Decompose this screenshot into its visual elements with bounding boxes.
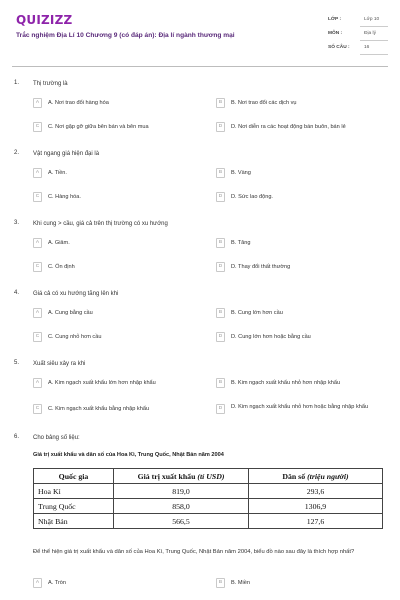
option-letter-box: A — [33, 578, 42, 588]
option-letter-box: C — [33, 332, 42, 342]
option-text: C. Hàng hóa. — [48, 194, 81, 200]
option-text: D. Thay đổi thất thường — [231, 264, 291, 270]
question-text: Cho bảng số liệu: — [33, 435, 80, 441]
table-cell: 819,0 — [114, 484, 249, 499]
question-text: Khi cung > cầu, giá cả trên thị trường có xu hướng — [33, 221, 168, 227]
option-text: C. Cung nhỏ hơn cầu — [48, 334, 102, 340]
question-text: Vật ngang giá hiện đại là — [33, 151, 100, 157]
option-text: B. Tăng — [231, 240, 251, 246]
option-text: C. Ổn định — [48, 264, 75, 270]
option-letter-box: A — [33, 98, 42, 108]
option-text: B. Kim ngạch xuất khẩu nhỏ hơn nhập khẩu — [231, 380, 341, 386]
option-letter-box: D — [216, 122, 225, 132]
table-header — [114, 469, 249, 484]
option-text: B. Vàng — [231, 170, 251, 176]
question-text: Thị trường là — [33, 81, 68, 87]
option-text: C. Kim ngạch xuất khẩu bằng nhập khẩu — [48, 406, 150, 412]
option-letter-box: D — [216, 332, 225, 342]
option-text: A. Tròn — [48, 580, 67, 586]
question-text: Xuất siêu xảy ra khi — [33, 361, 86, 367]
question-number: 3. — [14, 220, 20, 226]
option-letter-box: B — [216, 238, 225, 248]
question-number: 4. — [14, 290, 20, 296]
table-header: Quốc gia — [34, 469, 114, 484]
option-text: A. Giảm. — [48, 240, 70, 246]
question-number: 1. — [14, 80, 20, 86]
meta-panel — [328, 14, 388, 56]
header-unit: (tỉ USD) — [197, 471, 225, 481]
question-number: 2. — [14, 150, 20, 156]
meta-value: Lớp 10 — [364, 17, 380, 22]
meta-value: Địa lý — [364, 31, 376, 36]
meta-underline — [360, 26, 388, 27]
table-row — [34, 484, 383, 499]
table-cell: 858,0 — [114, 499, 249, 514]
question-number: 5. — [14, 360, 20, 366]
option-letter-box: B — [216, 98, 225, 108]
option-text: D. Sức lao động. — [231, 194, 273, 200]
meta-label: MÔN : — [328, 31, 343, 36]
option-text: D. Kim ngạch xuất khẩu nhỏ hơn hoặc bằng nhập khẩu — [231, 404, 369, 410]
option-letter-box: D — [216, 404, 225, 414]
table-cell: Nhật Bản — [34, 514, 114, 529]
data-table — [33, 468, 383, 529]
header-label: Giá trị xuất khẩu — [137, 471, 196, 481]
option-letter-box: B — [216, 308, 225, 318]
meta-row-subject — [328, 28, 388, 42]
table-cell: 127,6 — [249, 514, 383, 529]
meta-label: LỚP : — [328, 17, 342, 22]
option-letter-box: A — [33, 238, 42, 248]
meta-row-count — [328, 42, 388, 56]
table-cell: 566,5 — [114, 514, 249, 529]
option-letter-box: D — [216, 192, 225, 202]
header-unit: (triệu người) — [307, 471, 349, 481]
quizizz-logo: QUIZIZZ — [16, 13, 73, 27]
table-caption: Giá trị xuất khẩu và dân số của Hoa Kì, Trung Quốc, Nhật Bản năm 2004 — [33, 452, 224, 458]
meta-underline — [360, 40, 388, 41]
header-label: Dân số — [282, 471, 306, 481]
meta-row-class — [328, 14, 388, 28]
option-letter-box: B — [216, 378, 225, 388]
option-text: C. Nơi gặp gỡ giữa bên bán và bên mua — [48, 124, 149, 130]
meta-underline — [360, 54, 388, 55]
table-header — [249, 469, 383, 484]
option-letter-box: D — [216, 262, 225, 272]
option-text: B. Nơi trao đổi các dịch vụ — [231, 100, 297, 106]
option-text: B. Miền — [231, 580, 250, 586]
table-row — [34, 499, 383, 514]
question-number: 6. — [14, 434, 20, 440]
table-cell: 1306,9 — [249, 499, 383, 514]
option-letter-box: C — [33, 404, 42, 414]
header-divider — [12, 66, 388, 67]
question-text: Giá cả có xu hướng tăng lên khi — [33, 291, 119, 297]
meta-label: SỐ CÂU : — [328, 45, 350, 50]
option-text: A. Tiền. — [48, 170, 67, 176]
option-text: A. Cung bằng cầu — [48, 310, 93, 316]
meta-value: 16 — [364, 45, 370, 50]
option-letter-box: A — [33, 168, 42, 178]
table-cell: 293,6 — [249, 484, 383, 499]
option-text: A. Nơi trao đổi hàng hóa — [48, 100, 109, 106]
option-letter-box: A — [33, 308, 42, 318]
option-letter-box: C — [33, 122, 42, 132]
option-letter-box: B — [216, 168, 225, 178]
document-title: Trắc nghiệm Địa Lí 10 Chương 9 (có đáp án): Địa lí ngành thương mại — [16, 32, 235, 39]
option-letter-box: C — [33, 192, 42, 202]
option-text: A. Kim ngạch xuất khẩu lớn hơn nhập khẩu — [48, 380, 156, 386]
table-cell: Hoa Kì — [34, 484, 114, 499]
table-row — [34, 514, 383, 529]
option-text: D. Nơi diễn ra các hoạt động bán buôn, bán lẻ — [231, 124, 346, 130]
option-letter-box: B — [216, 578, 225, 588]
table-header-row — [34, 469, 383, 484]
option-letter-box: A — [33, 378, 42, 388]
option-letter-box: C — [33, 262, 42, 272]
table-cell: Trung Quốc — [34, 499, 114, 514]
option-text: D. Cung lớn hơn hoặc bằng cầu — [231, 334, 311, 340]
option-text: B. Cung lớn hơn cầu — [231, 310, 283, 316]
question-prompt: Để thể hiện giá trị xuất khẩu và dân số của Hoa Kì, Trung Quốc, Nhật Bản năm 2004, biểu đồ nào sau đây là thích hợp nhất? — [33, 549, 355, 555]
